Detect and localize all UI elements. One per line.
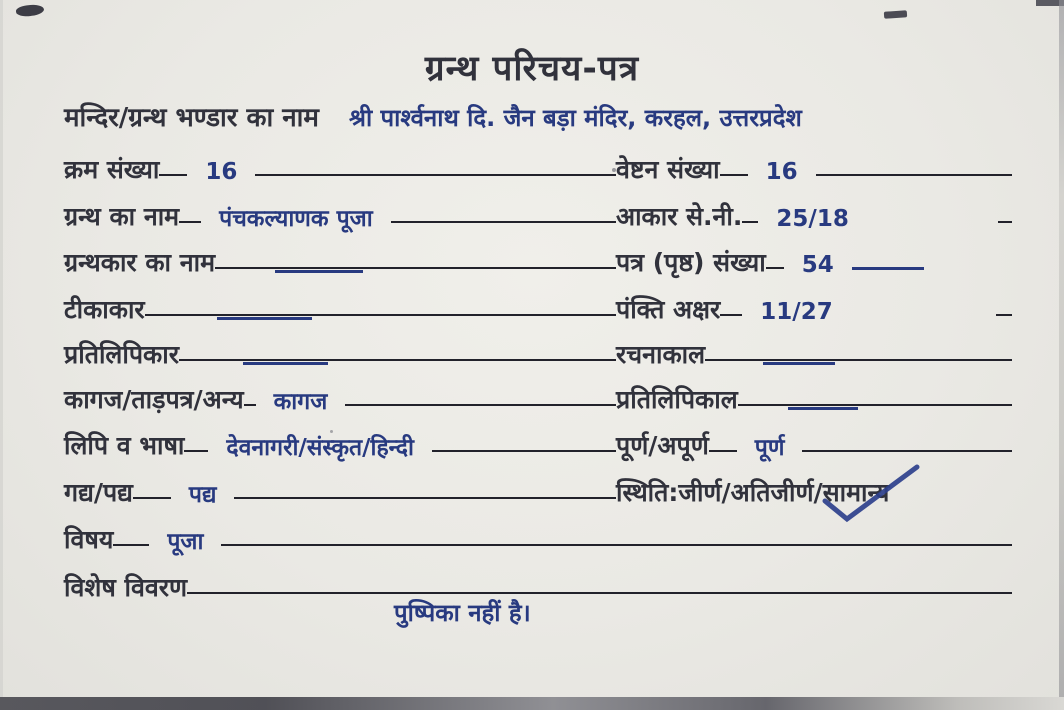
pen-line — [852, 267, 924, 270]
subject-label: विषय — [64, 525, 114, 555]
ruled-line — [391, 221, 616, 223]
completeness-value: पूर्ण — [754, 434, 785, 461]
form-row — [64, 145, 1012, 185]
ruled-line — [215, 267, 616, 269]
completeness-label: पूर्ण/अपूर्ण — [616, 431, 709, 461]
ruled-line — [184, 450, 208, 452]
copyist-label: प्रतिलिपिकार — [64, 340, 179, 370]
lines-letters-value: 11/27 — [760, 298, 833, 325]
commentator-blank-mark — [217, 317, 312, 320]
ruled-line — [234, 497, 616, 499]
ruled-line — [720, 174, 748, 176]
commentator-label: टीकाकार — [64, 295, 145, 325]
script-language-label: लिपि व भाषा — [64, 431, 185, 461]
script-language-value: देवनागरी/संस्कृत/हिन्दी — [226, 434, 414, 461]
material-value: कागज — [273, 388, 328, 415]
bundle-number-label: वेष्टन संख्या — [616, 155, 720, 185]
scan-speck — [884, 10, 907, 19]
copy-date-blank-mark — [788, 407, 858, 410]
size-cm-label: आकार से.नी. — [616, 202, 743, 232]
author-name-blank-mark — [275, 270, 363, 273]
bundle-number-value: 16 — [765, 158, 798, 185]
form-row — [64, 421, 1012, 461]
lines-letters-label: पंक्ति अक्षर — [616, 295, 721, 325]
ruled-line — [345, 404, 616, 406]
ruled-line — [179, 221, 201, 223]
form-row — [64, 238, 1012, 278]
form-row — [64, 285, 1012, 325]
ruled-line — [720, 314, 742, 316]
ruled-line — [113, 544, 149, 546]
scan-edge-shadow — [0, 697, 1064, 710]
form-row — [64, 330, 1012, 370]
ruled-line — [998, 221, 1012, 223]
copyist-blank-mark — [243, 362, 328, 365]
ruled-line — [738, 404, 1012, 406]
ruled-line — [996, 314, 1012, 316]
serial-number-label: क्रम संख्या — [64, 155, 160, 185]
ruled-line — [432, 450, 616, 452]
material-label: कागज/ताड़पत्र/अन्य — [64, 385, 244, 415]
ruled-line — [221, 544, 1012, 546]
form-row — [64, 563, 1012, 627]
subject-value: पूजा — [167, 528, 204, 555]
scan-speck — [15, 3, 44, 17]
copy-date-label: प्रतिलिपिकाल — [616, 385, 738, 415]
ruled-line — [255, 174, 616, 176]
size-cm-value: 25/18 — [776, 205, 849, 232]
ruled-line — [187, 592, 1012, 594]
ruled-line — [766, 267, 784, 269]
condition-label: स्थिति:जीर्ण/अतिजीर्ण/ — [616, 478, 823, 508]
form-title: ग्रन्थ परिचय-पत्र — [424, 49, 640, 89]
temple-name-value: श्री पार्श्वनाथ दि. जैन बड़ा मंदिर, करहल, उत्तरप्रदेश — [348, 104, 802, 132]
condition-checked-option: सामान्य — [823, 479, 890, 508]
composition-date-blank-mark — [763, 362, 835, 365]
book-name-value: पंचकल्याणक पूजा — [219, 205, 373, 232]
ruled-line — [709, 450, 737, 452]
ruled-line — [145, 314, 616, 316]
ruled-line — [705, 359, 1012, 361]
author-name-label: ग्रन्थकार का नाम — [64, 248, 216, 278]
scan-edge-shadow — [1059, 0, 1064, 697]
scan-edge-shadow — [0, 0, 3, 697]
temple-name-label: मन्दिर/ग्रन्थ भण्डार का नाम — [64, 103, 319, 133]
ruled-line — [179, 359, 616, 361]
book-name-label: ग्रन्थ का नाम — [64, 202, 180, 232]
form-row — [64, 515, 1012, 555]
special-details-value: पुष्पिका नहीं है। — [394, 599, 531, 627]
prose-verse-value: पद्य — [188, 481, 217, 508]
special-details-label: विशेष विवरण — [64, 573, 188, 603]
page-count-value: 54 — [801, 251, 834, 278]
prose-verse-label: गद्य/पद्य — [64, 478, 133, 508]
temple-name-row — [64, 104, 1024, 134]
form-row — [64, 375, 1012, 415]
ruled-line — [159, 174, 187, 176]
ruled-line — [742, 221, 758, 223]
ruled-line — [244, 404, 256, 406]
form-row — [64, 468, 1012, 508]
ruled-line — [816, 174, 1012, 176]
ruled-line — [802, 450, 1012, 452]
composition-date-label: रचनाकाल — [616, 340, 706, 370]
serial-number-value: 16 — [205, 158, 238, 185]
ruled-line — [133, 497, 171, 499]
page-count-label: पत्र (पृष्ठ) संख्या — [616, 248, 766, 278]
form-row — [64, 192, 1012, 232]
